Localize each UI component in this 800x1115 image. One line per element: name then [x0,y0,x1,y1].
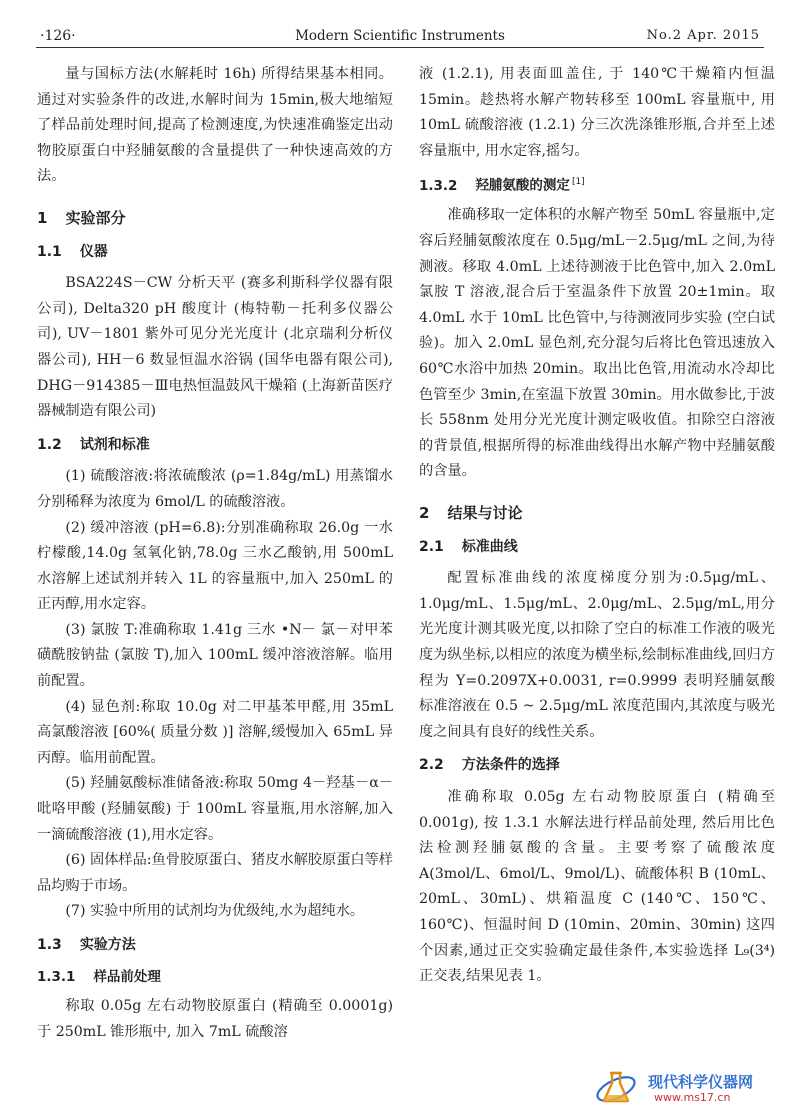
reagent-item: (6) 固体样品:鱼骨胶原蛋白、猪皮水解胶原蛋白等样品均购于市场。 [37,852,393,894]
section-1-3-1-heading [37,965,393,991]
section-1-1-heading [37,240,393,266]
section-title: 方法条件的选择 [461,757,560,774]
right-column [419,62,775,990]
reagent-item: (4) 显色剂:称取 10.0g 对二甲基苯甲醛,用 35mL 高氯酸溶液 [60%( 质量分数 )] 溶解,缓慢加入 65mL 异丙醇。临用前配置。 [37,698,393,766]
page-header [36,22,764,48]
section-title: 羟脯氨酸的测定 [475,177,570,194]
section-2-heading [419,501,775,527]
measurement-paragraph: 准确移取一定体积的水解产物至 50mL 容量瓶中,定容后羟脯氨酸浓度在 0.5μg/mL－2.5μg/mL 之间,为待测液。移取 4.0mL 上述待测液于比色管中,加入 2.0mL 氯胺 T 溶液,混合后于室温条件下放置 20±1min。取 4.0mL 水于 10mL 比色管中,与待测液同步实验 (空白试验)。加入 2.0mL 显色剂,充分混匀后将比色管迅速放入 60℃水浴中加热 20min。取出比色管,用流动水冷却比色管至少 3min,在室温下放置 30min。用水做参比,于波长 558nm 处用分光光度计测定吸收值。扣除空白溶液的背景值,根据所得的标准曲线得出水解产物中羟脯氨酸的含量。 [419,207,775,480]
section-2-2-heading [419,753,775,779]
watermark [594,1067,794,1111]
section-title: 实验方法 [79,937,136,953]
section-number: 1 [37,208,48,227]
section-number: 1.3 [37,937,62,953]
section-number: 2 [419,504,430,522]
left-column [37,62,393,1045]
section-number: 2.2 [419,757,444,774]
reference-marker: [1] [571,177,585,188]
header-rule [36,47,764,48]
section-title: 实验部分 [65,208,126,227]
section-number: 2.1 [419,538,444,555]
reagent-item: (5) 羟脯氨酸标准储备液:称取 50mg 4－羟基－α－吡咯甲酸 (羟脯氨酸) 于 100mL 容量瓶,用水溶解,加入一滴硫酸溶液 (1),用水定容。 [37,775,393,843]
intro-paragraph: 量与国标方法(水解耗时 16h) 所得结果基本相同。通过对实验条件的改进,水解时间为 15min,极大地缩短了样品前处理时间,提高了检测速度,为快速准确鉴定出动物胶原蛋白中羟脯氨酸的含量提供了一种快速高效的方法。 [37,66,393,185]
reagent-item: (7) 实验中所用的试剂均为优级纯,水为超纯水。 [65,903,365,920]
section-number: 1.1 [37,243,62,260]
issue-info: No.2 Apr. 2015 [646,28,760,43]
section-title: 结果与讨论 [447,504,523,522]
section-1-heading [37,206,393,232]
section-1-2-heading [37,433,393,459]
section-title: 试剂和标准 [79,436,150,453]
conditions-paragraph: 准确称取 0.05g 左右动物胶原蛋白 (精确至 0.001g), 按 1.3.1 水解法进行样品前处理, 然后用比色法检测羟脯氨酸的含量。主要考察了硫酸浓度 A(3mol/L、6mol/L、9mol/L)、硫酸体积 B (10mL、20mL、30mL)、烘箱温度 C (140℃、150℃、160℃)、恒温时间 D (10min、20min、30min) 这四个因素,通过正交实验确定最佳条件,本实验选择 L₉(3⁴) 正交表,结果见表 1。 [419,788,775,985]
flask-logo-icon [594,1067,642,1109]
reagent-item: (3) 氯胺 T:准确称取 1.41g 三水 •N－ 氯－对甲苯磺酰胺钠盐 (氯胺 T),加入 100mL 缓冲溶液溶解。临用前配置。 [37,621,393,690]
reagent-item: (2) 缓冲溶液 (pH=6.8):分别准确称取 26.0g 一水柠檬酸,14.0g 氢氧化钠,78.0g 三水乙酸钠,用 500mL 水溶解上述试剂并转入 1L 的容量瓶中,加入 250mL 的正丙醇,用水定容。 [37,519,393,613]
section-title: 样品前处理 [93,968,161,985]
continued-paragraph: 液 (1.2.1), 用表面皿盖住, 于 140℃干燥箱内恒温 15min。趁热将水解产物转移至 100mL 容量瓶中, 用 10mL 硫酸溶液 (1.2.1) 分三次洗涤锥形瓶,合并至上述容量瓶中, 用水定容,摇匀。 [419,66,775,159]
page-number: ·126· [40,28,76,44]
journal-title: Modern Scientific Instruments [295,28,505,44]
standard-curve-paragraph: 配置标准曲线的浓度梯度分别为:0.5μg/mL、1.0μg/mL、1.5μg/mL、2.0μg/mL、2.5μg/mL,用分光光度计测其吸光度,以扣除了空白的标准工作液的吸光度为纵坐标,以相应的浓度为横坐标,绘制标准曲线,回归方程为 Y=0.2097X+0.0031, r=0.9999 表明羟脯氨酸标准溶液在 0.5 ~ 2.5μg/mL 浓度范围内,其浓度与吸光度之间具有良好的线性关系。 [419,570,775,740]
section-title: 标准曲线 [461,538,518,555]
section-number: 1.2 [37,436,62,453]
section-2-1-heading [419,535,775,561]
section-number: 1.3.1 [37,968,76,985]
section-1-3-2-heading [419,170,775,199]
sample-prep-paragraph: 称取 0.05g 左右动物胶原蛋白 (精确至 0.0001g) 于 250mL 锥形瓶中, 加入 7mL 硫酸溶 [37,998,393,1040]
section-number: 1.3.2 [419,177,458,194]
reagent-item: (1) 硫酸溶液:将浓硫酸浓 (ρ=1.84g/mL) 用蒸馏水分别稀释为浓度为 6mol/L 的硫酸溶液。 [37,468,393,510]
watermark-url: www.ms17.cn [654,1091,731,1104]
watermark-title: 现代科学仪器网 [648,1073,754,1091]
section-1-3-heading [37,933,393,959]
instruments-paragraph: BSA224S－CW 分析天平 (赛多利斯科学仪器有限公司), Delta320 pH 酸度计 (梅特勒－托利多仪器公司), UV－1801 紫外可见分光光度计 (北京瑞利分析仪器公司), HH－6 数显恒温水浴锅 (国华电器有限公司), DHG－914385－Ⅲ电热恒温鼓风干燥箱 (上海新苗医疗器械制造有限公司) [37,275,393,420]
section-title: 仪器 [79,243,108,260]
